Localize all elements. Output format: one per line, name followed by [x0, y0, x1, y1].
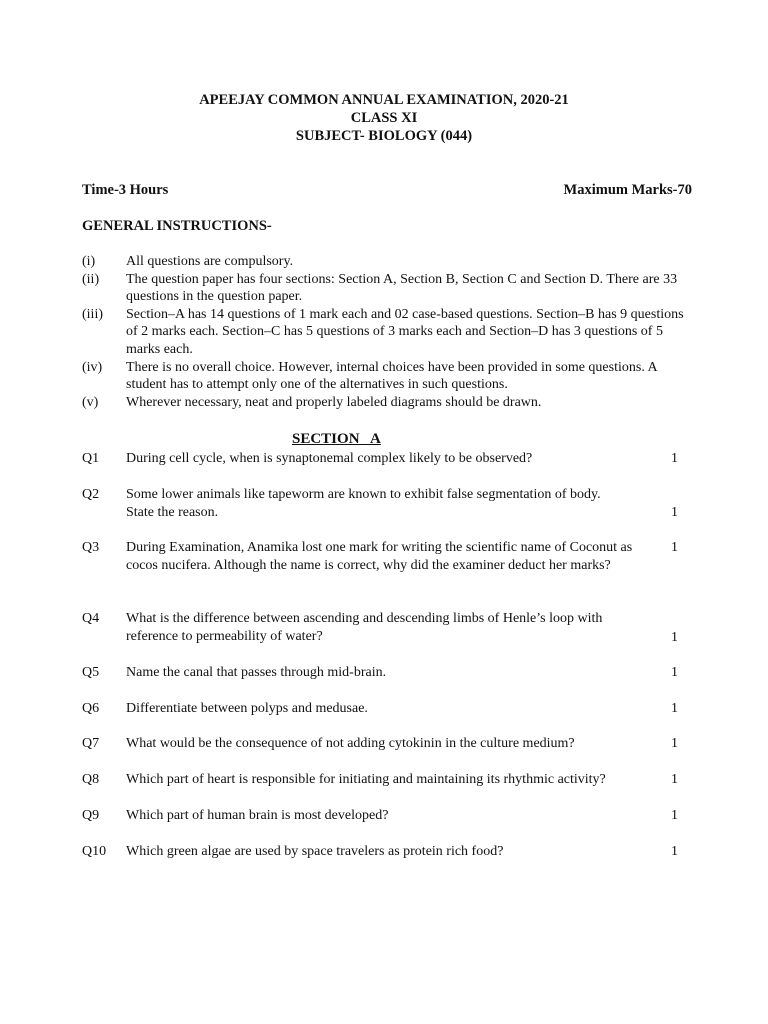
- question-mark: 1: [671, 772, 678, 787]
- exam-title: APEEJAY COMMON ANNUAL EXAMINATION, 2020-21: [199, 92, 569, 108]
- instruction-item: [82, 394, 692, 412]
- section-a-title: SECTION A: [292, 431, 381, 447]
- question-number: Q6: [82, 701, 100, 716]
- instruction-number: (ii): [82, 271, 100, 287]
- question-number: Q8: [82, 772, 100, 787]
- instruction-number: (i): [82, 254, 96, 269]
- question-text: Which part of human brain is most developed?: [126, 808, 389, 823]
- instruction-text: Wherever necessary, neat and properly labeled diagrams should be drawn.: [126, 394, 542, 410]
- question-mark: 1: [671, 701, 678, 716]
- instruction-item: [82, 306, 692, 359]
- class-label: CLASS XI: [350, 110, 418, 126]
- question-mark: 1: [671, 505, 678, 520]
- question-text: During cell cycle, when is synaptonemal complex likely to be observed?: [126, 451, 533, 466]
- instruction-number: (iv): [82, 359, 103, 375]
- question-number: Q10: [82, 844, 107, 859]
- question-number: Q3: [82, 540, 100, 555]
- instructions-list: [82, 253, 692, 411]
- question-mark: 1: [671, 844, 678, 859]
- question-text: Name the canal that passes through mid-brain.: [126, 665, 387, 680]
- question-text: Some lower animals like tapeworm are known to exhibit false segmentation of body. State the reason.: [126, 487, 601, 520]
- question-number: Q7: [82, 736, 100, 751]
- question-text: What is the difference between ascending and descending limbs of Henle’s loop with reference to permeability of water?: [126, 611, 603, 644]
- question-mark: 1: [671, 630, 678, 645]
- instruction-text: There is no overall choice. However, internal choices have been provided in some questions. A student has to attempt only one of the alternatives in such questions.: [126, 359, 657, 393]
- question-number: Q2: [82, 487, 100, 502]
- instruction-item: [82, 271, 692, 306]
- instruction-number: (iii): [82, 306, 103, 322]
- subject-label: SUBJECT- BIOLOGY (044): [295, 128, 473, 144]
- question-mark: 1: [671, 451, 678, 466]
- instruction-item: [82, 359, 692, 394]
- time-label: Time-3 Hours: [82, 182, 169, 198]
- question-text: What would be the consequence of not adding cytokinin in the culture medium?: [126, 736, 575, 751]
- question-mark: 1: [671, 808, 678, 823]
- instruction-item: [82, 253, 692, 271]
- question-text: Which part of heart is responsible for initiating and maintaining its rhythmic activity?: [126, 772, 606, 787]
- question-mark: 1: [671, 665, 678, 680]
- instruction-text: All questions are compulsory.: [126, 254, 294, 269]
- question-number: Q4: [82, 611, 100, 626]
- question-text: Differentiate between polyps and medusae.: [126, 701, 368, 716]
- question-number: Q1: [82, 451, 100, 466]
- question-mark: 1: [671, 736, 678, 751]
- question-number: Q9: [82, 808, 100, 823]
- question-text: Which green algae are used by space travelers as protein rich food?: [126, 844, 504, 859]
- question-mark: 1: [671, 540, 678, 555]
- instruction-text: Section–A has 14 questions of 1 mark each and 02 case-based questions. Section–B has 9 questions of 2 marks each. Section–C has 5 questions of 3 marks each and Section–D has 3 questions of 5 marks each.: [126, 306, 684, 357]
- question-number: Q5: [82, 665, 100, 680]
- instruction-number: (v): [82, 394, 99, 410]
- question-text: During Examination, Anamika lost one mark for writing the scientific name of Coconut as cocos nucifera. Although the name is correct, why did the examiner deduct her marks?: [126, 540, 633, 573]
- maximum-marks-label: Maximum Marks-70: [563, 182, 692, 198]
- general-instructions-title: GENERAL INSTRUCTIONS-: [82, 218, 272, 234]
- instruction-text: The question paper has four sections: Section A, Section B, Section C and Section D. There are 33 questions in the question paper.: [126, 271, 678, 305]
